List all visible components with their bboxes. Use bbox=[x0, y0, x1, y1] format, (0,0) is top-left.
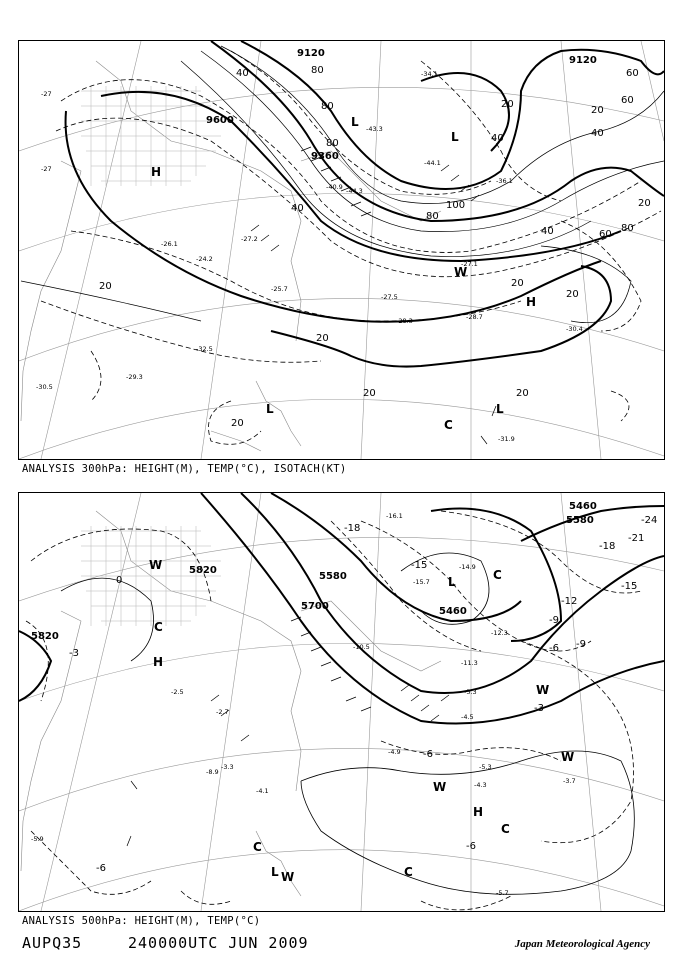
height-contours-top bbox=[66, 41, 664, 367]
system-w-marker: W bbox=[561, 750, 575, 764]
temp-label: -9 bbox=[576, 639, 586, 650]
temp-label: -32.5 bbox=[196, 345, 213, 353]
isotach-label: 40 bbox=[591, 128, 604, 139]
temp-label: -24.2 bbox=[196, 255, 213, 263]
obs-label: -4.9 bbox=[388, 748, 401, 756]
temp-label: -44.3 bbox=[346, 187, 363, 195]
caption-300hpa: ANALYSIS 300hPa: HEIGHT(M), TEMP(°C), ISOTACH(KT) bbox=[22, 463, 347, 475]
obs-label: -5.3 bbox=[464, 688, 477, 696]
temp-label: -6 bbox=[96, 863, 106, 874]
system-letters-bottom bbox=[149, 558, 574, 884]
system-c-marker: C bbox=[501, 822, 510, 836]
temp-label: -6 bbox=[466, 841, 476, 852]
temp-label: -18 bbox=[344, 523, 361, 534]
isotach-label: 100 bbox=[446, 200, 466, 211]
isotach-label: 80 bbox=[426, 211, 439, 222]
height-label: 5460 bbox=[439, 606, 467, 617]
obs-label: -2.7 bbox=[216, 708, 229, 716]
system-w-marker: W bbox=[281, 870, 295, 884]
system-w-marker: W bbox=[454, 265, 468, 279]
system-h-marker: H bbox=[526, 295, 537, 309]
temp-label: -27.2 bbox=[241, 235, 258, 243]
height-label: 9120 bbox=[297, 48, 325, 59]
thin-contours-bottom bbox=[61, 553, 634, 894]
temp-label: -27.5 bbox=[381, 293, 398, 301]
isotach-label: 20 bbox=[638, 198, 651, 209]
temp-label: 0 bbox=[116, 575, 123, 586]
chart-500hpa bbox=[18, 492, 665, 912]
obs-label: -4.5 bbox=[461, 713, 474, 721]
isotach-label: 20 bbox=[511, 278, 524, 289]
caption-500hpa: ANALYSIS 500hPa: HEIGHT(M), TEMP(°C) bbox=[22, 915, 261, 927]
temp-label: -28.7 bbox=[466, 313, 483, 321]
temp-label: -30.5 bbox=[36, 383, 53, 391]
system-h-marker: H bbox=[473, 805, 484, 819]
system-l-marker: L bbox=[351, 115, 359, 129]
temp-label: -34.1 bbox=[421, 70, 438, 78]
system-h-marker: H bbox=[151, 165, 162, 179]
system-c-marker: C bbox=[253, 840, 262, 854]
temp-label: -31.9 bbox=[498, 435, 515, 443]
isotach-label: 40 bbox=[291, 203, 304, 214]
system-c-marker: C bbox=[444, 418, 453, 432]
isotach-label: 20 bbox=[99, 281, 112, 292]
obs-label: -4.1 bbox=[256, 787, 269, 795]
obs-label: -11.3 bbox=[461, 659, 478, 667]
obs-label: -3.3 bbox=[221, 763, 234, 771]
isotach-label: 20 bbox=[516, 388, 529, 399]
isotach-label: 80 bbox=[621, 223, 634, 234]
temp-label: -18 bbox=[599, 541, 616, 552]
height-label: 9120 bbox=[569, 55, 597, 66]
temp-label: -15 bbox=[621, 581, 638, 592]
obs-label: -16.1 bbox=[386, 512, 403, 520]
map-500hpa bbox=[19, 493, 664, 911]
obs-label: -14.9 bbox=[459, 563, 476, 571]
isotach-label: 40 bbox=[541, 226, 554, 237]
obs-label: -12.3 bbox=[491, 629, 508, 637]
isotach-label: 80 bbox=[311, 65, 324, 76]
temp-label: -28.3 bbox=[396, 317, 413, 325]
temp-label: -6 bbox=[549, 643, 559, 654]
temp-label: -15 bbox=[411, 560, 428, 571]
valid-time: 240000UTC JUN 2009 bbox=[128, 934, 309, 952]
obs-label: -4.3 bbox=[474, 781, 487, 789]
system-l-marker: L bbox=[496, 402, 504, 416]
height-label: 9360 bbox=[311, 151, 339, 162]
temp-labels-top bbox=[36, 70, 583, 443]
isotach-label: 20 bbox=[591, 105, 604, 116]
temp-label: -12 bbox=[561, 596, 578, 607]
chart-300hpa bbox=[18, 40, 665, 460]
height-label: 5460 bbox=[569, 501, 597, 512]
isotach-label: 20 bbox=[566, 289, 579, 300]
system-c-marker: C bbox=[404, 865, 413, 879]
temp-label: -29.3 bbox=[126, 373, 143, 381]
isotach-label: 60 bbox=[599, 229, 612, 240]
system-w-marker: W bbox=[149, 558, 163, 572]
temp-label: -25.7 bbox=[271, 285, 288, 293]
isotach-label: 60 bbox=[626, 68, 639, 79]
isotach-label: 60 bbox=[621, 95, 634, 106]
system-c-marker: C bbox=[493, 568, 502, 582]
isotach-label: 20 bbox=[363, 388, 376, 399]
temp-label: -21 bbox=[628, 533, 645, 544]
map-300hpa bbox=[19, 41, 664, 459]
obs-label: -3.7 bbox=[563, 777, 576, 785]
temp-label: -43.3 bbox=[366, 125, 383, 133]
system-w-marker: W bbox=[433, 780, 447, 794]
temp-label: -30.4 bbox=[566, 325, 583, 333]
temp-label: -27.1 bbox=[461, 260, 478, 268]
agency-name: Japan Meteorological Agency bbox=[514, 938, 650, 950]
isotach-label: 80 bbox=[326, 138, 339, 149]
temp-label: -40.9 bbox=[326, 183, 343, 191]
height-label: 9600 bbox=[206, 115, 234, 126]
system-l-marker: L bbox=[271, 865, 279, 879]
chart-id: AUPQ35 bbox=[22, 934, 83, 952]
isotach-label: 40 bbox=[491, 133, 504, 144]
temp-label: -3 bbox=[534, 703, 544, 714]
temp-label: -27 bbox=[41, 90, 52, 98]
temp-label: -6 bbox=[423, 749, 433, 760]
system-w-marker: W bbox=[536, 683, 550, 697]
system-h-marker: H bbox=[153, 655, 164, 669]
system-l-marker: L bbox=[266, 402, 274, 416]
temp-label: -24 bbox=[641, 515, 658, 526]
isotach-label: 40 bbox=[236, 68, 249, 79]
obs-label: -5.3 bbox=[479, 763, 492, 771]
obs-label: -5.7 bbox=[496, 889, 509, 897]
obs-label: -2.5 bbox=[171, 688, 184, 696]
temp-label: -27 bbox=[41, 165, 52, 173]
temp-label: -44.1 bbox=[424, 159, 441, 167]
obs-label: -15.7 bbox=[413, 578, 430, 586]
isotach-label: 20 bbox=[316, 333, 329, 344]
system-l-marker: L bbox=[451, 130, 459, 144]
height-label: 5580 bbox=[566, 515, 594, 526]
temp-label: -36.1 bbox=[496, 177, 513, 185]
system-l-marker: L bbox=[448, 575, 456, 589]
isotach-label: 20 bbox=[231, 418, 244, 429]
temp-label: -26.1 bbox=[161, 240, 178, 248]
height-label: 5580 bbox=[319, 571, 347, 582]
height-contours-bottom bbox=[19, 493, 664, 724]
hatch-bottom bbox=[81, 526, 221, 626]
system-letters-top bbox=[151, 115, 536, 432]
temp-label: -9 bbox=[549, 615, 559, 626]
height-label: 5820 bbox=[31, 631, 59, 642]
obs-label: -5.9 bbox=[31, 835, 44, 843]
graticule-bottom bbox=[19, 493, 664, 911]
temp-label: -3 bbox=[69, 648, 79, 659]
height-label: 5820 bbox=[189, 565, 217, 576]
height-label: 5700 bbox=[301, 601, 329, 612]
obs-label: -8.9 bbox=[206, 768, 219, 776]
isotach-label: 80 bbox=[321, 101, 334, 112]
obs-label: -10.5 bbox=[353, 643, 370, 651]
wind-barbs-bottom bbox=[127, 617, 449, 846]
system-c-marker: C bbox=[154, 620, 163, 634]
isotach-label: 20 bbox=[501, 99, 514, 110]
